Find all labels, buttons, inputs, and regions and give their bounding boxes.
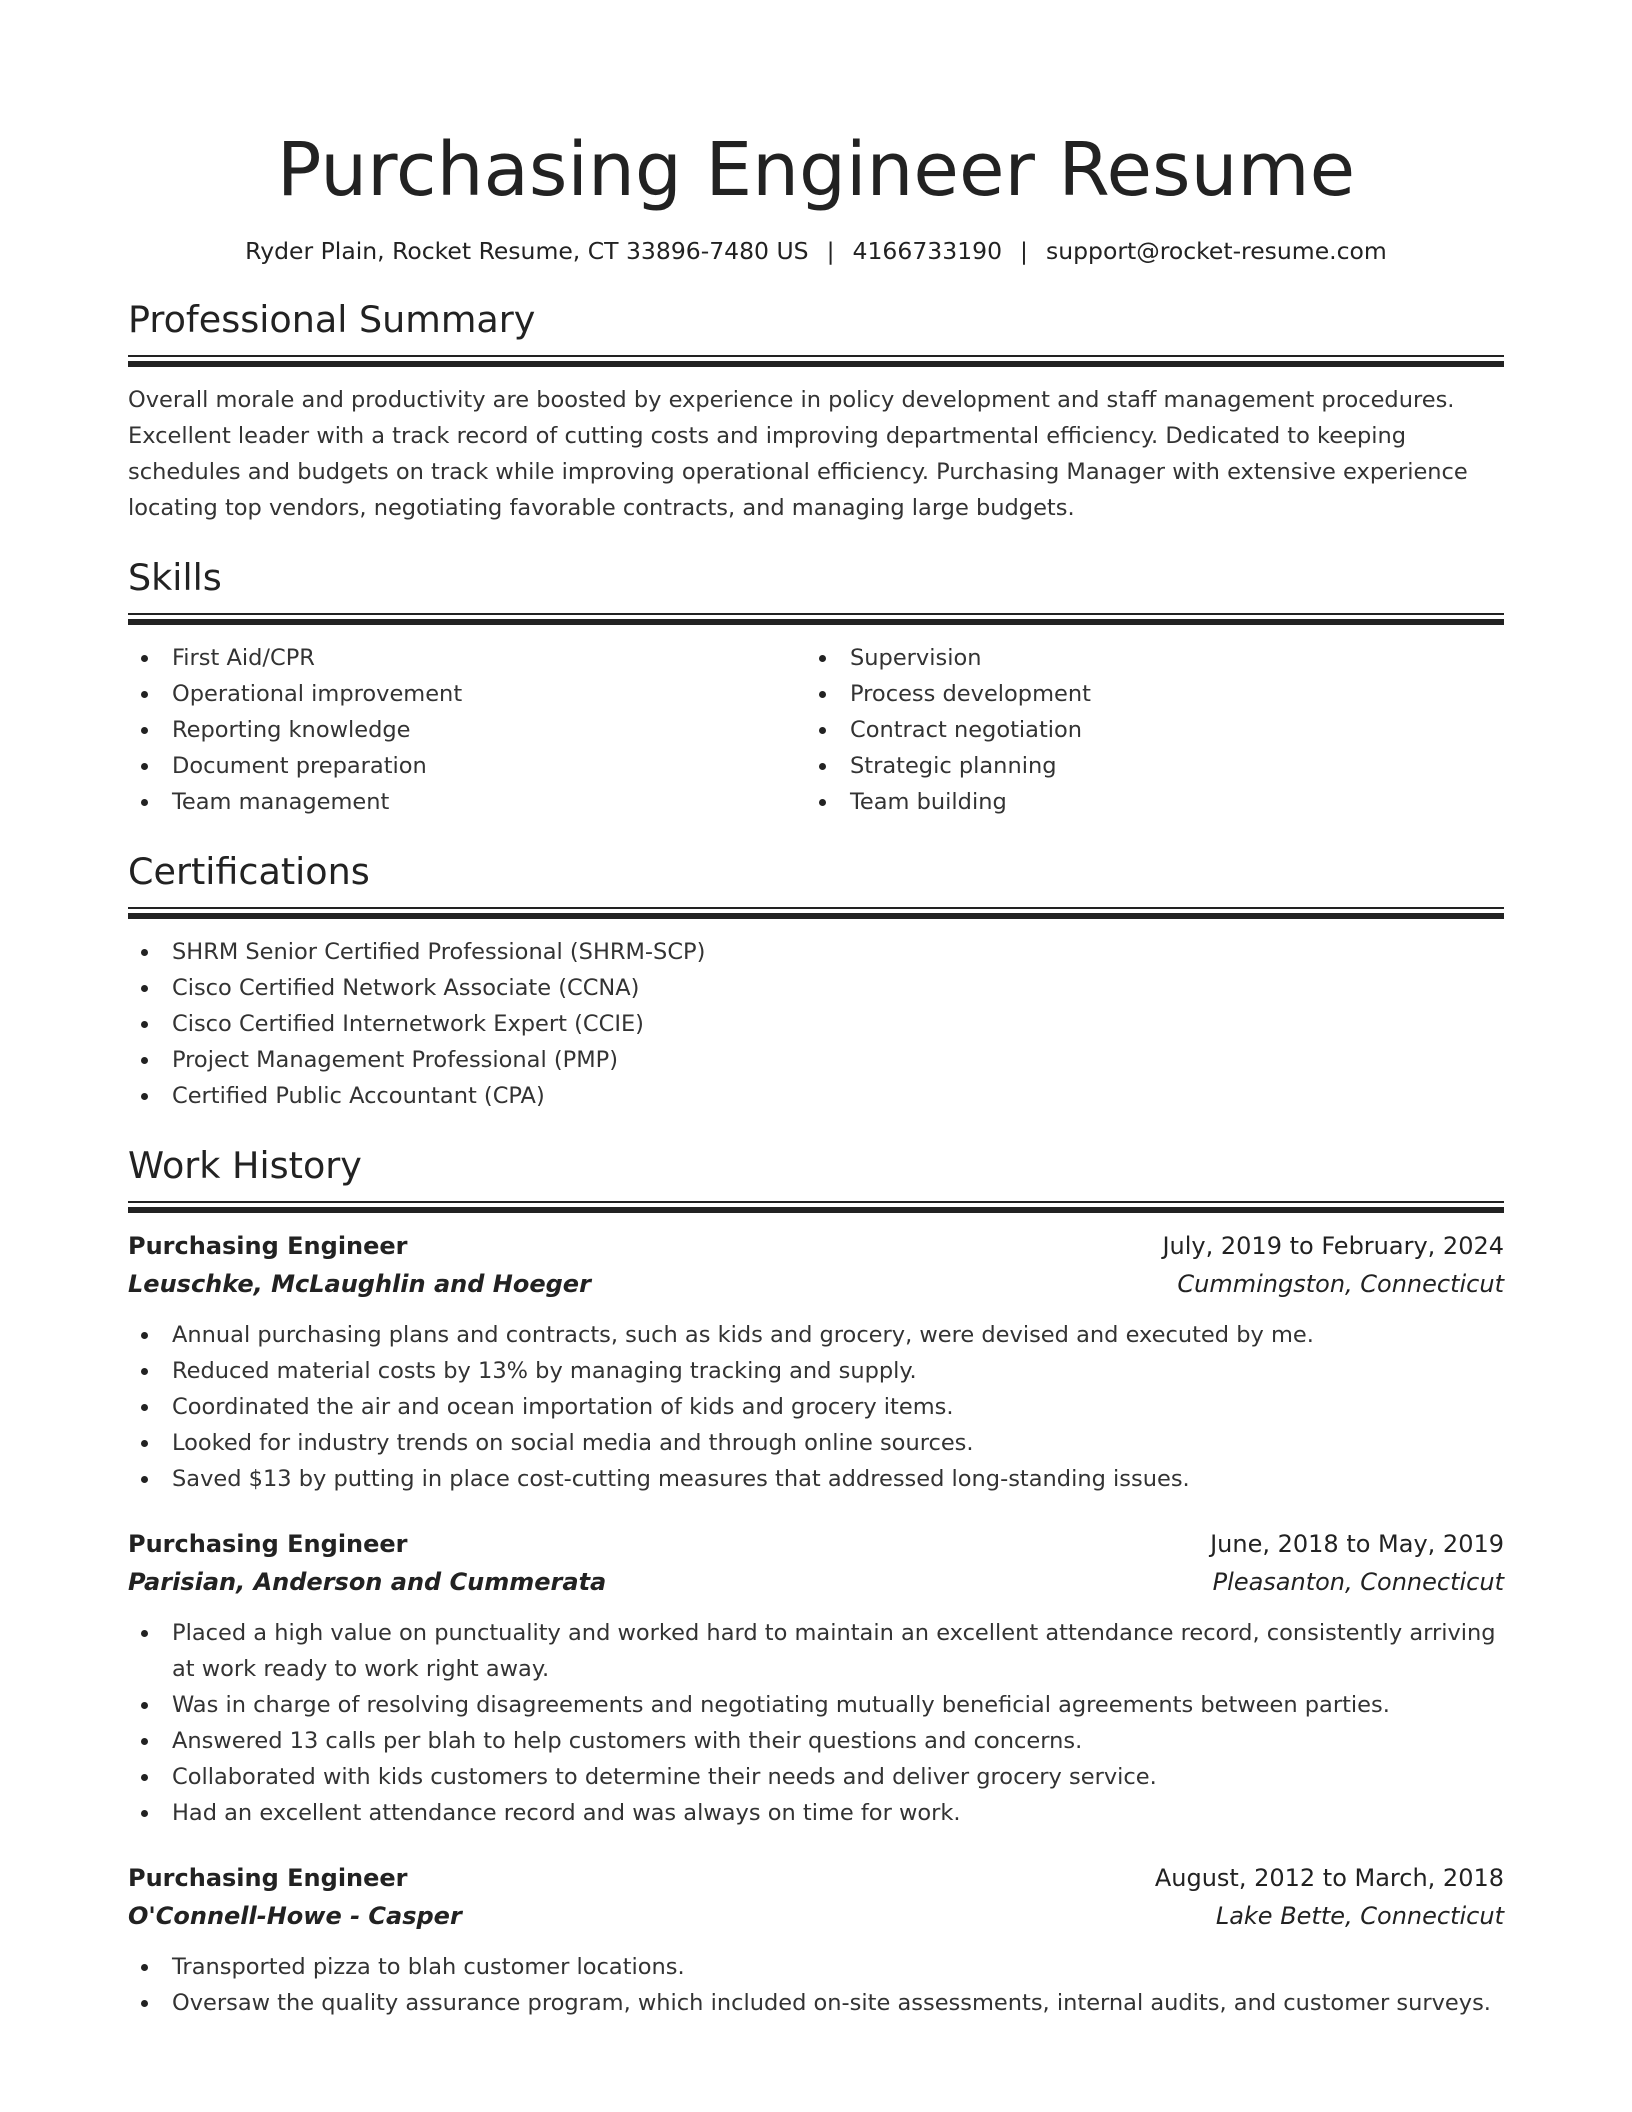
skill-item	[128, 748, 806, 784]
contact-separator: |	[1020, 237, 1028, 265]
job-duties-list	[128, 1615, 1504, 1831]
bullet-icon	[141, 1738, 148, 1745]
section-divider	[128, 907, 1504, 923]
skill-item	[806, 784, 1484, 820]
bullet-icon	[141, 1630, 148, 1637]
job-duty-item-text: Transported pizza to blah customer locations.	[172, 1954, 685, 1980]
skill-item	[806, 712, 1484, 748]
bullet-icon	[141, 655, 148, 662]
bullet-icon	[141, 727, 148, 734]
bullet-icon	[141, 949, 148, 956]
job-entry	[128, 1525, 1504, 1831]
job-company-row	[128, 1563, 1504, 1601]
section-divider	[128, 1201, 1504, 1217]
bullet-icon	[141, 1810, 148, 1817]
job-duty-item-text: Oversaw the quality assurance program, which included on-site assessments, internal audits, and customer surveys.	[172, 1990, 1491, 2016]
bullet-icon	[141, 799, 148, 806]
job-dates: July, 2019 to February, 2024	[1162, 1232, 1504, 1260]
certification-item	[128, 1078, 1504, 1114]
bullet-icon	[141, 1964, 148, 1971]
contact-phone: 4166733190	[852, 237, 1003, 265]
job-title: Purchasing Engineer	[128, 1232, 408, 1260]
bullet-icon	[819, 763, 826, 770]
job-duties-list	[128, 1317, 1504, 1497]
skill-item	[806, 640, 1484, 676]
summary-section	[128, 297, 1504, 526]
bullet-icon	[141, 1093, 148, 1100]
bullet-icon	[141, 763, 148, 770]
bullet-icon	[819, 727, 826, 734]
contact-email: support@rocket-resume.com	[1045, 237, 1387, 265]
bullet-icon	[819, 655, 826, 662]
job-header-row	[128, 1859, 1504, 1897]
certification-item-text: SHRM Senior Certified Professional (SHRM-SCP)	[172, 939, 706, 965]
job-dates: June, 2018 to May, 2019	[1210, 1530, 1504, 1558]
skills-section	[128, 555, 1504, 820]
section-heading: Certifications	[128, 850, 370, 893]
job-duty-item	[128, 1317, 1504, 1353]
job-location: Cummingston, Connecticut	[1177, 1270, 1504, 1298]
job-duty-item	[128, 1461, 1504, 1497]
skill-item	[128, 676, 806, 712]
section-heading: Work History	[128, 1144, 362, 1187]
work-history-section	[128, 1143, 1504, 2021]
bullet-icon	[141, 1404, 148, 1411]
job-duty-item-text: Saved $13 by putting in place cost-cutting measures that addressed long-standing issues.	[172, 1466, 1190, 1492]
section-divider	[128, 355, 1504, 371]
resume-title: Purchasing Engineer Resume	[276, 127, 1356, 213]
job-company-row	[128, 1897, 1504, 1935]
certification-item	[128, 1006, 1504, 1042]
certification-item-text: Certified Public Accountant (CPA)	[172, 1083, 545, 1109]
skill-item	[128, 712, 806, 748]
skill-item-text: Supervision	[850, 645, 982, 671]
job-duty-item	[128, 1615, 1504, 1687]
job-duty-item	[128, 1425, 1504, 1461]
bullet-icon	[141, 1476, 148, 1483]
job-entry	[128, 1227, 1504, 1497]
job-duty-item	[128, 1985, 1504, 2021]
certification-item	[128, 934, 1504, 970]
job-duty-item-text: Reduced material costs by 13% by managing tracking and supply.	[172, 1358, 917, 1384]
bullet-icon	[141, 1021, 148, 1028]
certification-item	[128, 1042, 1504, 1078]
job-duty-item	[128, 1687, 1504, 1723]
certification-item-text: Cisco Certified Network Associate (CCNA)	[172, 975, 640, 1001]
skills-list-left	[128, 640, 806, 820]
certification-item	[128, 970, 1504, 1006]
job-company: O'Connell-Howe - Casper	[128, 1902, 462, 1930]
skills-list-right	[806, 640, 1484, 820]
job-title: Purchasing Engineer	[128, 1864, 408, 1892]
skill-item-text: Process development	[850, 681, 1091, 707]
contact-line	[128, 234, 1504, 268]
resume-page	[128, 0, 1504, 2021]
job-company-row	[128, 1265, 1504, 1303]
job-duty-item-text: Collaborated with kids customers to determine their needs and deliver grocery service.	[172, 1764, 1157, 1790]
bullet-icon	[141, 1057, 148, 1064]
job-duty-item	[128, 1389, 1504, 1425]
bullet-icon	[141, 1774, 148, 1781]
bullet-icon	[141, 985, 148, 992]
certification-item-text: Cisco Certified Internetwork Expert (CCIE)	[172, 1011, 644, 1037]
contact-address: Ryder Plain, Rocket Resume, CT 33896-7480 US	[245, 237, 809, 265]
jobs-list	[128, 1227, 1504, 2021]
skill-item-text: Team management	[172, 789, 390, 815]
skill-item-text: Contract negotiation	[850, 717, 1083, 743]
job-duty-item-text: Had an excellent attendance record and was always on time for work.	[172, 1800, 961, 1826]
job-duties-list	[128, 1949, 1504, 2021]
job-header-row	[128, 1525, 1504, 1563]
skill-item	[806, 748, 1484, 784]
job-duty-item	[128, 1795, 1504, 1831]
section-divider	[128, 613, 1504, 629]
skill-item-text: First Aid/CPR	[172, 645, 315, 671]
job-duty-item-text: Looked for industry trends on social media and through online sources.	[172, 1430, 974, 1456]
job-duty-item-text: Placed a high value on punctuality and worked hard to maintain an excellent attendance record, consistently arriving at work ready to work right away.	[172, 1620, 1496, 1682]
bullet-icon	[819, 691, 826, 698]
bullet-icon	[141, 1368, 148, 1375]
job-company: Leuschke, McLaughlin and Hoeger	[128, 1270, 591, 1298]
skill-item	[128, 640, 806, 676]
job-duty-item	[128, 1723, 1504, 1759]
bullet-icon	[141, 1702, 148, 1709]
skill-item	[806, 676, 1484, 712]
certification-item-text: Project Management Professional (PMP)	[172, 1047, 618, 1073]
skill-item-text: Document preparation	[172, 753, 427, 779]
job-duty-item-text: Coordinated the air and ocean importation of kids and grocery items.	[172, 1394, 954, 1420]
job-duty-item-text: Answered 13 calls per blah to help customers with their questions and concerns.	[172, 1728, 1083, 1754]
job-header-row	[128, 1227, 1504, 1265]
skill-item	[128, 784, 806, 820]
job-duty-item-text: Was in charge of resolving disagreements and negotiating mutually beneficial agreements between parties.	[172, 1692, 1390, 1718]
section-heading: Skills	[128, 556, 222, 599]
summary-text: Overall morale and productivity are boosted by experience in policy development and staff management procedures. Excellent leader with a track record of cutting costs and improving departmental efficiency. Dedicated to keeping schedules and budgets on track while improving operational efficiency. Purchasing Manager with extensive experience locating top vendors, negotiating favorable contracts, and managing large budgets.	[128, 387, 1468, 521]
job-entry	[128, 1859, 1504, 2021]
skill-item-text: Team building	[850, 789, 1007, 815]
job-duty-item-text: Annual purchasing plans and contracts, such as kids and grocery, were devised and executed by me.	[172, 1322, 1314, 1348]
bullet-icon	[141, 691, 148, 698]
job-duty-item	[128, 1949, 1504, 1985]
job-duty-item	[128, 1759, 1504, 1795]
contact-separator: |	[826, 237, 835, 265]
certifications-list	[128, 934, 1504, 1114]
skill-item-text: Strategic planning	[850, 753, 1057, 779]
bullet-icon	[819, 799, 826, 806]
job-company: Parisian, Anderson and Cummerata	[128, 1568, 607, 1596]
job-title: Purchasing Engineer	[128, 1530, 408, 1558]
job-dates: August, 2012 to March, 2018	[1154, 1864, 1504, 1892]
section-heading: Professional Summary	[128, 298, 536, 341]
skills-columns	[128, 640, 1504, 820]
job-duty-item	[128, 1353, 1504, 1389]
bullet-icon	[141, 1332, 148, 1339]
skill-item-text: Reporting knowledge	[172, 717, 411, 743]
certifications-section	[128, 849, 1504, 1114]
job-location: Pleasanton, Connecticut	[1212, 1568, 1504, 1596]
bullet-icon	[141, 2000, 148, 2007]
bullet-icon	[141, 1440, 148, 1447]
job-location: Lake Bette, Connecticut	[1215, 1902, 1504, 1930]
skill-item-text: Operational improvement	[172, 681, 463, 707]
